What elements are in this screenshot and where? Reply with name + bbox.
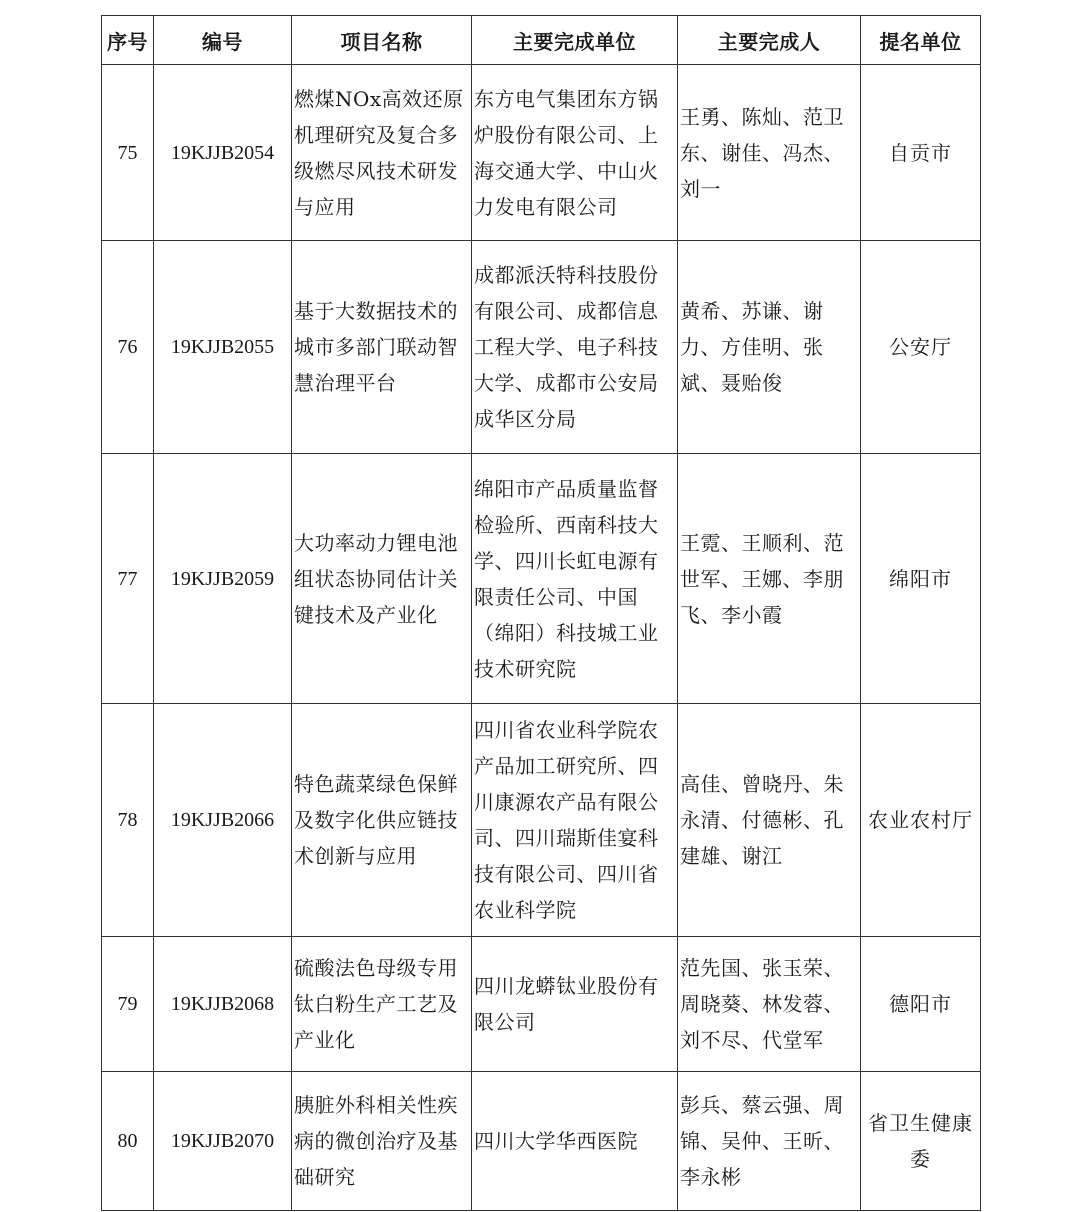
row-nominator: 德阳市 xyxy=(861,937,981,1072)
row-seq: 75 xyxy=(102,65,154,241)
row-seq: 77 xyxy=(102,454,154,704)
row-main-units: 东方电气集团东方锅炉股份有限公司、上海交通大学、中山火力发电有限公司 xyxy=(472,65,678,241)
table-row xyxy=(102,704,981,937)
row-main-units: 绵阳市产品质量监督检验所、西南科技大学、四川长虹电源有限责任公司、中国（绵阳）科技城工业技术研究院 xyxy=(472,454,678,704)
row-main-people: 范先国、张玉荣、周晓葵、林发蓉、刘不尽、代堂军 xyxy=(678,937,861,1072)
table-row xyxy=(102,241,981,454)
row-code: 19KJJB2070 xyxy=(154,1072,292,1211)
row-code: 19KJJB2068 xyxy=(154,937,292,1072)
row-code: 19KJJB2059 xyxy=(154,454,292,704)
table-header-row xyxy=(102,16,981,65)
row-project-name: 胰脏外科相关性疾病的微创治疗及基础研究 xyxy=(292,1072,472,1211)
table-row xyxy=(102,937,981,1072)
row-main-people: 王霓、王顺利、范世军、王娜、李朋飞、李小霞 xyxy=(678,454,861,704)
row-project-name: 特色蔬菜绿色保鲜及数字化供应链技术创新与应用 xyxy=(292,704,472,937)
row-seq: 79 xyxy=(102,937,154,1072)
row-main-units: 成都派沃特科技股份有限公司、成都信息工程大学、电子科技大学、成都市公安局成华区分局 xyxy=(472,241,678,454)
header-main-units: 主要完成单位 xyxy=(472,16,678,65)
row-code: 19KJJB2054 xyxy=(154,65,292,241)
table-row xyxy=(102,1072,981,1211)
row-main-people: 彭兵、蔡云强、周锦、吴仲、王昕、李永彬 xyxy=(678,1072,861,1211)
row-nominator: 农业农村厅 xyxy=(861,704,981,937)
row-main-people: 黄希、苏谦、谢力、方佳明、张斌、聂贻俊 xyxy=(678,241,861,454)
header-main-people: 主要完成人 xyxy=(678,16,861,65)
row-seq: 76 xyxy=(102,241,154,454)
award-list-sheet xyxy=(101,15,980,1211)
header-seq: 序号 xyxy=(102,16,154,65)
row-nominator: 省卫生健康委 xyxy=(861,1072,981,1211)
row-project-name: 大功率动力锂电池组状态协同估计关键技术及产业化 xyxy=(292,454,472,704)
row-project-name: 硫酸法色母级专用钛白粉生产工艺及产业化 xyxy=(292,937,472,1072)
row-seq: 80 xyxy=(102,1072,154,1211)
row-main-people: 高佳、曾晓丹、朱永清、付德彬、孔建雄、谢江 xyxy=(678,704,861,937)
row-main-units: 四川省农业科学院农产品加工研究所、四川康源农产品有限公司、四川瑞斯佳宴科技有限公司、四川省农业科学院 xyxy=(472,704,678,937)
row-code: 19KJJB2055 xyxy=(154,241,292,454)
row-nominator: 绵阳市 xyxy=(861,454,981,704)
row-seq: 78 xyxy=(102,704,154,937)
row-nominator: 公安厅 xyxy=(861,241,981,454)
award-projects-table xyxy=(101,15,981,1211)
header-code: 编号 xyxy=(154,16,292,65)
row-nominator: 自贡市 xyxy=(861,65,981,241)
row-main-units: 四川龙蟒钛业股份有限公司 xyxy=(472,937,678,1072)
row-main-people: 王勇、陈灿、范卫东、谢佳、冯杰、刘一 xyxy=(678,65,861,241)
table-row xyxy=(102,454,981,704)
row-main-units: 四川大学华西医院 xyxy=(472,1072,678,1211)
table-row xyxy=(102,65,981,241)
row-project-name: 基于大数据技术的城市多部门联动智慧治理平台 xyxy=(292,241,472,454)
header-project-name: 项目名称 xyxy=(292,16,472,65)
header-nominator: 提名单位 xyxy=(861,16,981,65)
row-code: 19KJJB2066 xyxy=(154,704,292,937)
row-project-name: 燃煤NOx高效还原机理研究及复合多级燃尽风技术研发与应用 xyxy=(292,65,472,241)
